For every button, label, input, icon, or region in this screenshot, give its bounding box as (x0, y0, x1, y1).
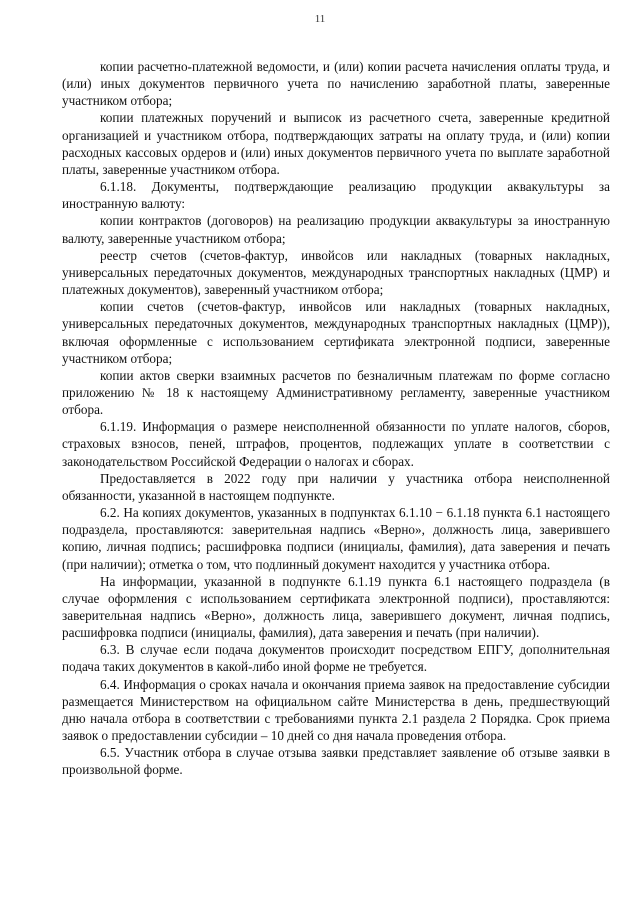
paragraph-6-4: 6.4. Информация о сроках начала и окончания приема заявок на предоставление субсидии размещается Министерством на официальном сайте Министерства в день, предшествующий дню начала отбора в соответствии с требованиями пункта 2.1 раздела 2 Порядка. Срок приема заявок о предоставлении субсидии – 10 дней со дня начала проведения отбора. (62, 676, 610, 744)
paragraph-payment-orders: копии платежных поручений и выписок из расчетного счета, заверенные кредитной организацией и участником отбора, подтверждающих затраты на оплату труда, и (или) копии расходных кассовых ордеров и (или) иных документов первичного учета по выплате заработной платы, заверенные участником отбора. (62, 110, 610, 177)
paragraph-payroll-statement: копии расчетно-платежной ведомости, и (или) копии расчета начисления оплаты труда, и (или) иных документов первичного учета по начислению заработной платы, заверенные участником отбора; (62, 59, 610, 109)
paragraph-reconciliation-acts: копии актов сверки взаимных расчетов по безналичным платежам по форме согласно приложению № 18 к настоящему Административному регламенту, заверенные участником отбора. (62, 367, 610, 418)
paragraph-6-5: 6.5. Участник отбора в случае отзыва заявки представляет заявление об отзыве заявки в произвольной форме. (62, 745, 610, 778)
paragraph-6-3: 6.3. В случае если подача документов происходит посредством ЕПГУ, дополнительная подача таких документов в какой-либо иной форме не требуется. (62, 642, 610, 675)
page-number: 11 (314, 13, 326, 25)
paragraph-6-1-19: 6.1.19. Информация о размере неисполненной обязанности по уплате налогов, сборов, страховых взносов, пеней, штрафов, процентов, подлежащих уплате в соответствии с законодательством Российской Федерации о налогах и сборах. (62, 419, 610, 469)
paragraph-information-certification: На информации, указанной в подпункте 6.1.19 пункта 6.1 настоящего подраздела (в случае оформления с использованием сертификата электронной подписи), проставляются: заверительная надпись «Верно», должность лица, заверившего документ, личная подпись, расшифровка подписи (инициалы, фамилия), дата заверения и печать (при наличии). (62, 573, 610, 641)
paragraph-invoices-register: реестр счетов (счетов-фактур, инвойсов или накладных (товарных накладных, универсальных передаточных документов, международных транспортных накладных (ЦМР) и платежных документов), заверенный участником отбора; (62, 247, 610, 298)
paragraph-contracts-copies: копии контрактов (договоров) на реализацию продукции аквакультуры за иностранную валюту, заверенные участником отбора; (62, 213, 610, 246)
document-body (62, 58, 610, 779)
paragraph-6-1-18: 6.1.18. Документы, подтверждающие реализацию продукции аквакультуры за иностранную валюту: (62, 179, 610, 212)
paragraph-6-2: 6.2. На копиях документов, указанных в подпунктах 6.1.10 − 6.1.18 пункта 6.1 настоящего подраздела, проставляются: заверительная надпись «Верно», должность лица, заверившего копию, личная подпись; расшифровка подписи (инициалы, фамилия), дата заверения и печать (при наличии); отметка о том, что подлинный документ находится у участника отбора. (62, 505, 610, 572)
paragraph-invoices-copies: копии счетов (счетов-фактур, инвойсов или накладных (товарных накладных, универсальных передаточных документов, международных транспортных накладных (ЦМР)), включая оформленные с использованием сертификата электронной подписи, заверенные участником отбора; (62, 299, 610, 366)
paragraph-2022-provision: Предоставляется в 2022 году при наличии у участника отбора неисполненной обязанности, указанной в настоящем подпункте. (62, 470, 610, 503)
